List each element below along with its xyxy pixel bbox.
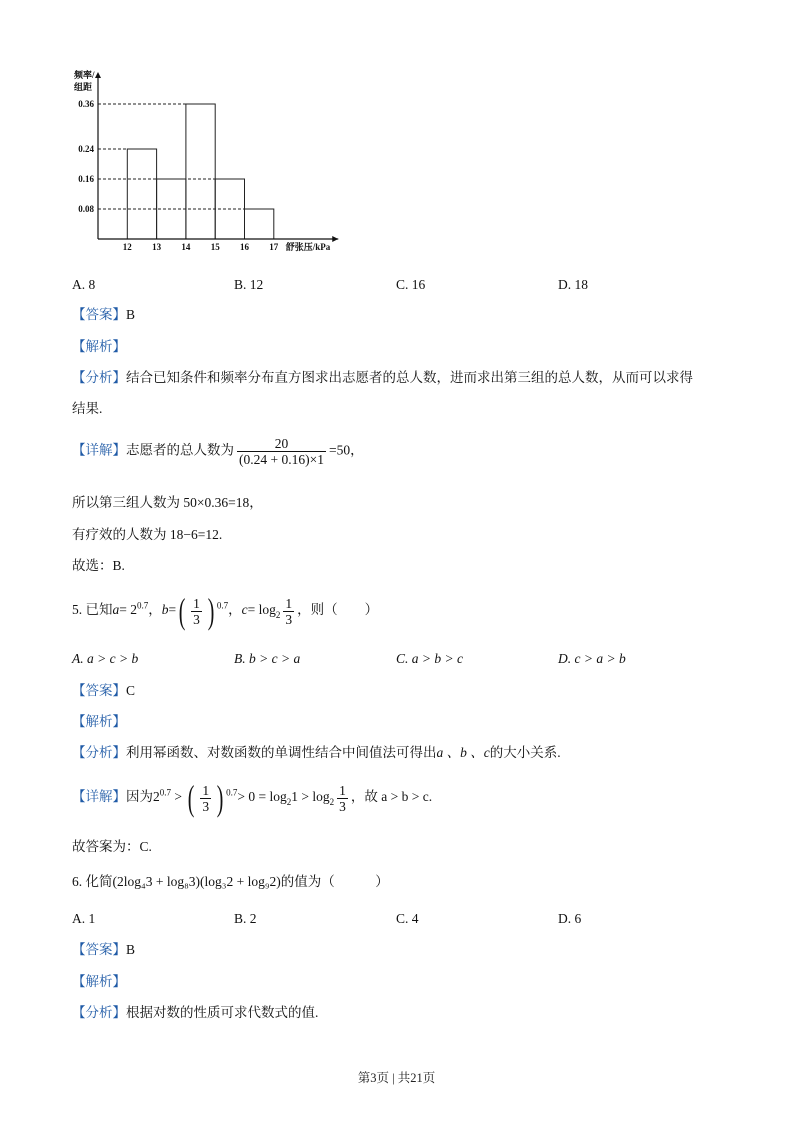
y-tick-label: 0.36 — [78, 99, 94, 109]
x-tick-label: 12 — [122, 242, 132, 252]
q6-option-b: B. 2 — [234, 911, 257, 926]
q6-fenxi: 【分析】根据对数的性质可求代数式的值. — [72, 1005, 319, 1020]
x-axis-label: 舒张压/kPa — [285, 242, 331, 252]
q4-line-c: 故选：B. — [72, 558, 125, 573]
q5-option-a: A. a > c > b — [72, 651, 139, 666]
y-tick-label: 0.08 — [78, 204, 94, 214]
q5-answer: 【答案】C — [72, 683, 136, 698]
x-tick-label: 13 — [152, 242, 162, 252]
q5-fenxi: 【分析】利用幂函数、对数函数的单调性结合中间值法可得出a 、b 、c的大小关系. — [72, 745, 561, 760]
q6-option-a: A. 1 — [72, 911, 96, 926]
y-axis-arrow — [95, 72, 101, 78]
y-axis-label-2: 组距 — [74, 82, 93, 92]
q4-option-b: B. 12 — [234, 277, 264, 292]
y-tick-label: 0.16 — [78, 174, 94, 184]
histogram-bar — [127, 149, 156, 239]
answer-tag: 【答案】 — [72, 307, 126, 322]
page-footer: 第3页 | 共21页 — [357, 1071, 436, 1085]
histogram-bar — [245, 209, 274, 239]
q6-option-c: C. 4 — [396, 911, 419, 926]
frequency-histogram — [70, 68, 340, 258]
q4-line-a: 所以第三组人数为 50×0.36=18， — [72, 495, 263, 510]
x-axis-arrow — [332, 236, 338, 242]
x-tick-label: 17 — [269, 242, 279, 252]
q4-option-a: A. 8 — [72, 277, 96, 292]
q6-stem: 6. 化简(2log₄3 + log₈3)(log₃2 + log₉2)的值为（ ） — [72, 874, 389, 889]
q4-fenxi-cont: 结果. — [72, 401, 103, 416]
q5-option-b: B. b > c > a — [234, 651, 301, 666]
y-tick-label: 0.24 — [78, 144, 94, 154]
q5-detail: 【详解】因为$2^{0.7}$ > ( $\frac{1}{3}$ ) $^{0.7}> 0 = \log_21 > \log_2$ $\frac{1}{3}$ ，故 a > b > c. — [72, 778, 433, 818]
q6-analysis-tag: 【解析】 — [72, 974, 126, 989]
q5-stem: 5. 已知$a= 2^{0.7}$，b=( $\frac{1}{3}$ ) $^{0.7}$，$c= \log_2$ $\frac{1}{3}$ ，则（ ） — [72, 591, 379, 631]
q4-analysis-tag: 【解析】 — [72, 339, 126, 354]
x-tick-label: 14 — [181, 242, 191, 252]
q5-option-d: D. c > a > b — [558, 651, 626, 666]
q5-option-c: C. a > b > c — [396, 651, 463, 666]
q5-final: 故答案为：C. — [72, 839, 152, 854]
q4-fenxi: 【分析】结合已知条件和频率分布直方图求出志愿者的总人数，进而求出第三组的总人数，从而可以求得 — [72, 370, 693, 385]
q5-analysis-tag: 【解析】 — [72, 714, 126, 729]
x-tick-label: 15 — [210, 242, 220, 252]
q6-option-d: D. 6 — [558, 911, 582, 926]
x-tick-label: 16 — [240, 242, 249, 252]
q4-line-b: 有疗效的人数为 18−6=12. — [72, 527, 223, 542]
q4-option-d: D. 18 — [558, 277, 588, 292]
histogram-bar — [186, 104, 215, 239]
q4-answer: 【答案】B — [72, 307, 136, 322]
q4-option-c: C. 16 — [396, 277, 426, 292]
y-axis-label: 频率/ — [74, 70, 95, 80]
fraction: $\frac{20}{(0.24 + 0.16)\times 1}$ — [239, 436, 324, 467]
q4-detail: 【详解】志愿者的总人数为 $\frac{20}{(0.24 + 0.16)\times 1}$ =50， — [72, 436, 364, 467]
q6-answer: 【答案】B — [72, 942, 136, 957]
